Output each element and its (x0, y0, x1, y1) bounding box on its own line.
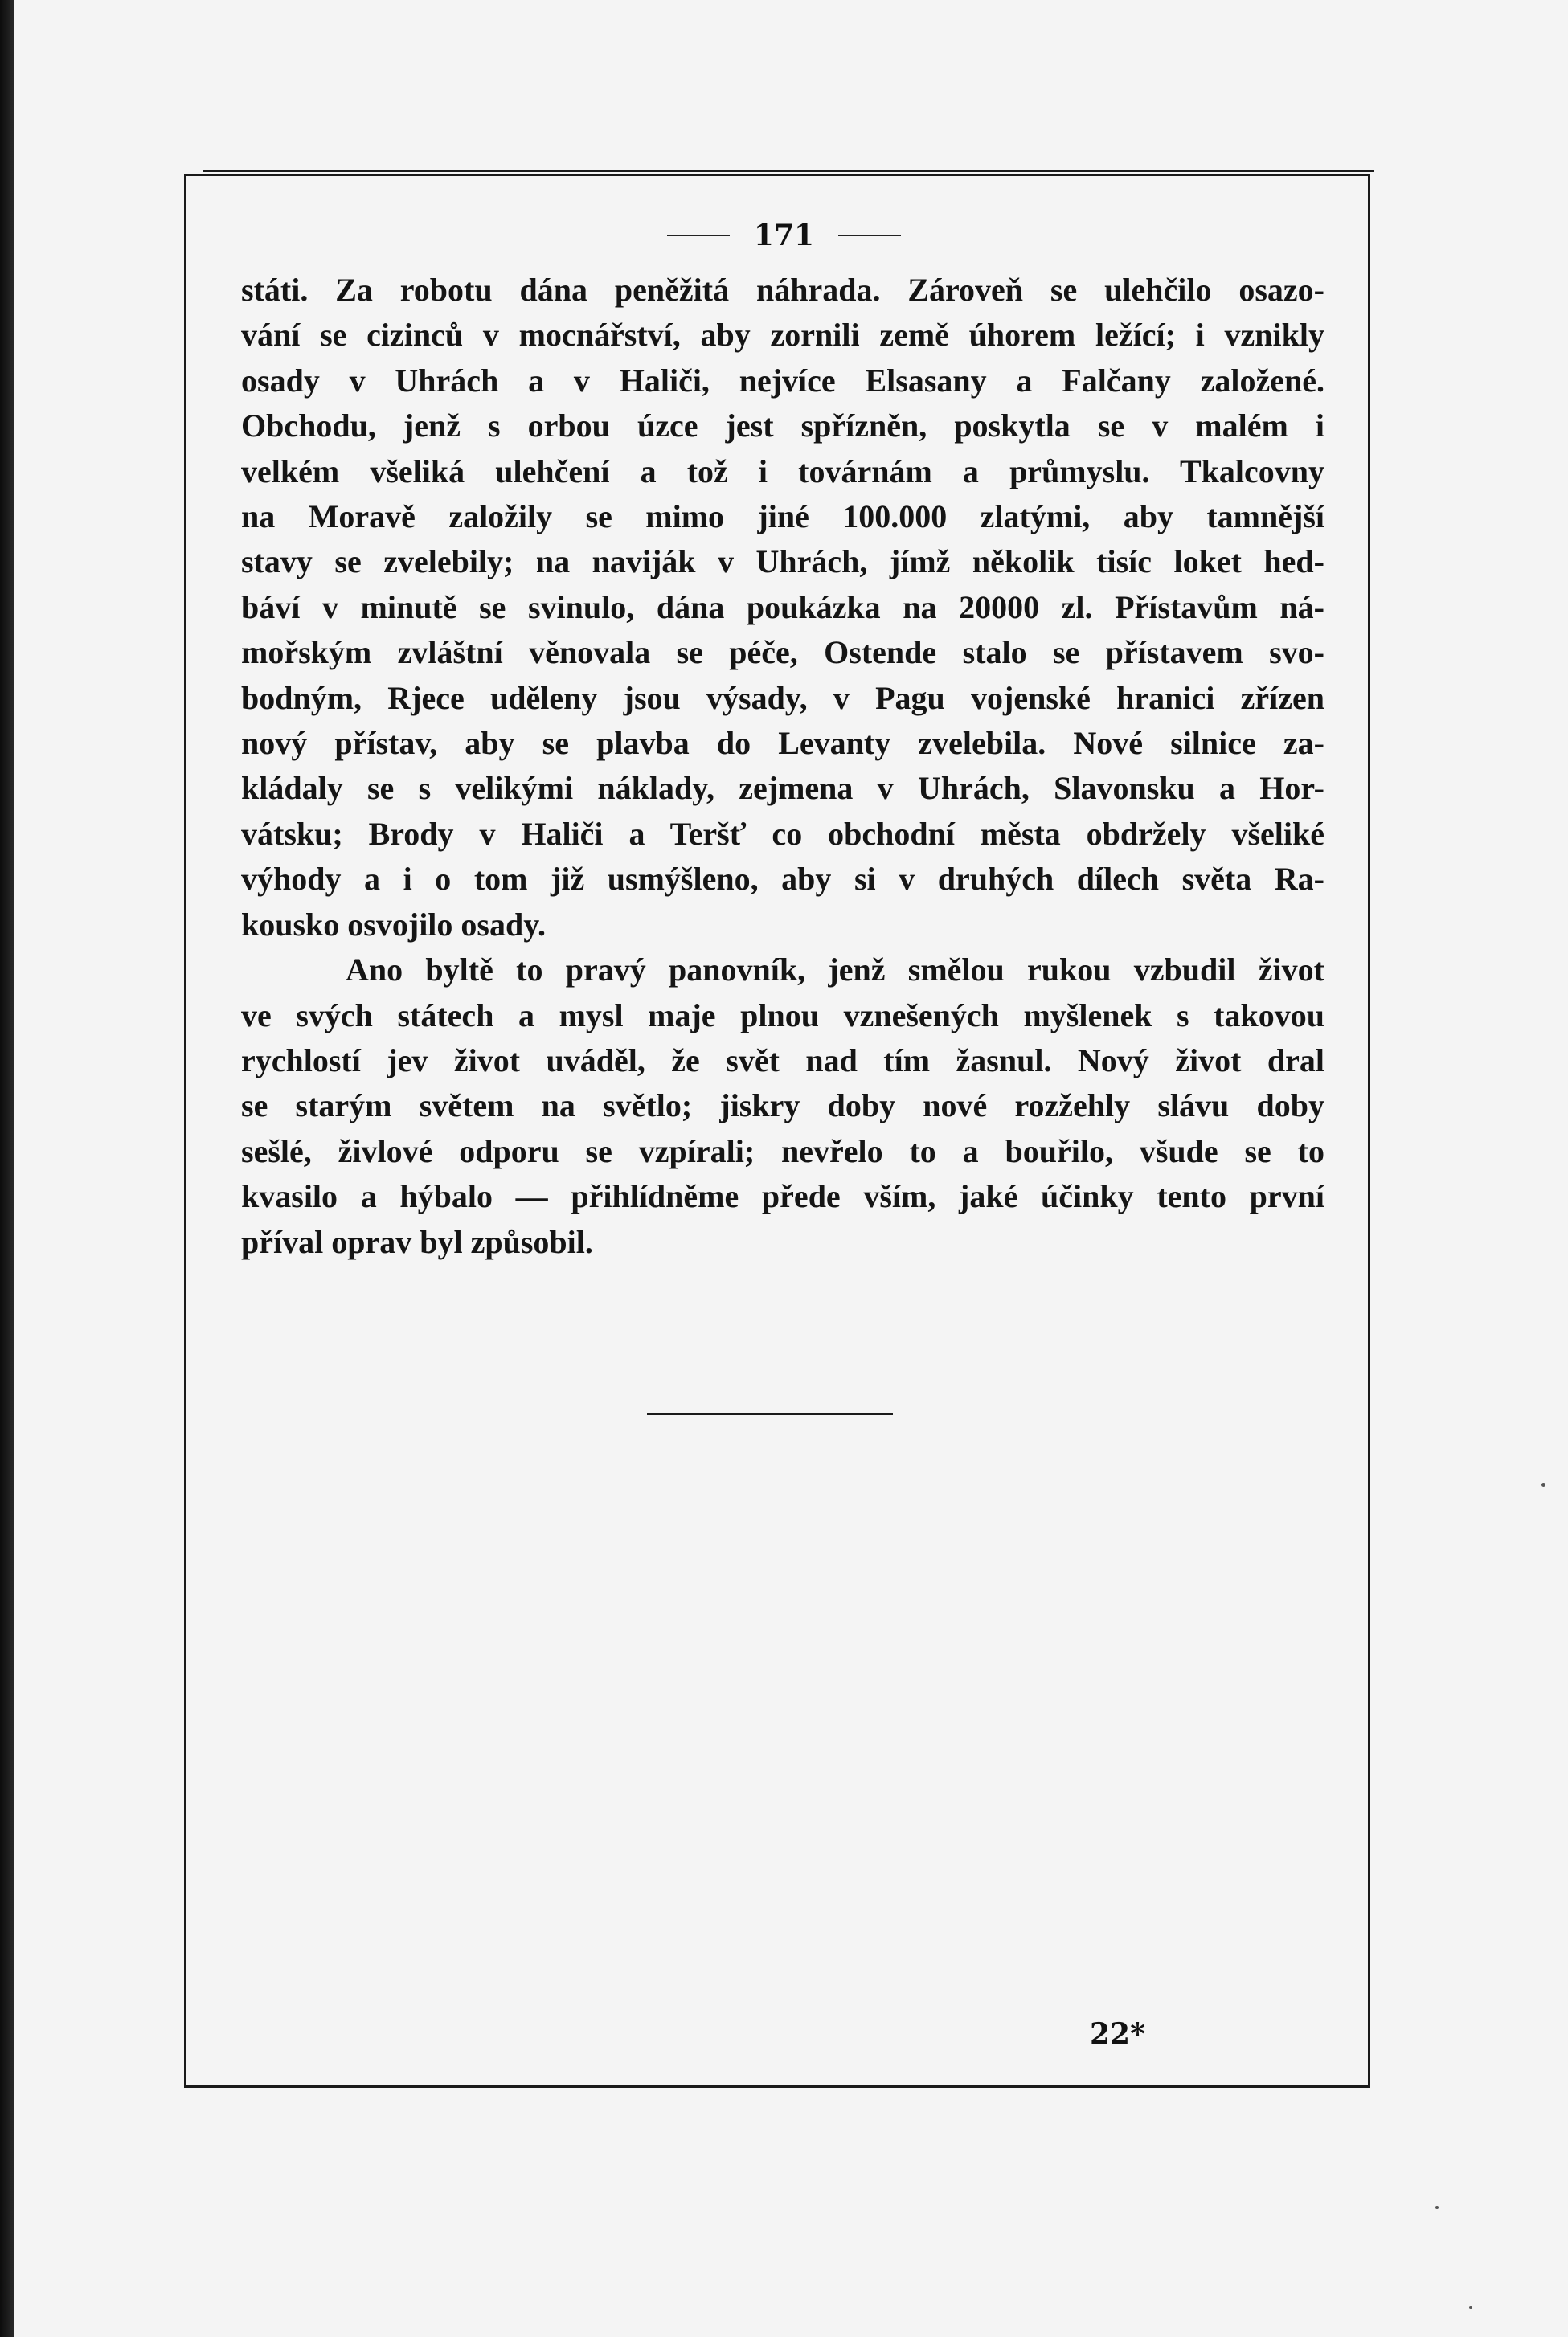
text-line: na Moravě založily se mimo jiné 100.000 zlatými, aby tamnější (241, 498, 1324, 535)
header-dash-left (667, 235, 730, 236)
text-line: báví v minutě se svinulo, dána poukázka na 20000 zl. Přístavům ná- (241, 588, 1324, 625)
text-line: rychlostí jev život uváděl, že svět nad tím žasnul. Nový život dral (241, 1042, 1324, 1078)
text-line: bodným, Rjece uděleny jsou výsady, v Pagu vojenské hranici zřízen (241, 679, 1324, 716)
text-line: mořským zvláštní věnovala se péče, Ostende stalo se přístavem svo- (241, 634, 1324, 671)
paragraph (241, 947, 1324, 1265)
body-text (241, 268, 1324, 1265)
text-line: vání se cizinců v mocnářství, aby zornili země úhorem ležící; i vznikly (241, 317, 1324, 354)
text-line: kvasilo a hýbalo — přihlídněme přede vším, jaké účinky tento první (241, 1178, 1324, 1215)
text-line: kousko osvojilo osady. (241, 906, 547, 943)
paragraph (241, 268, 1324, 947)
top-rule (203, 170, 1374, 172)
text-line: sešlé, živlové odporu se vzpírali; nevřelo to a bouřilo, všude se to (241, 1132, 1324, 1169)
section-end-rule (647, 1413, 893, 1415)
text-line: příval oprav byl způsobil. (241, 1223, 593, 1260)
scan-edge-shadow (0, 0, 14, 2337)
text-line: Ano byltě to pravý panovník, jenž smělou rukou vzbudil život (346, 952, 1324, 988)
text-line: státi. Za robotu dána peněžitá náhrada. Zároveň se ulehčilo osazo- (241, 272, 1324, 308)
text-line: osady v Uhrách a v Haliči, nejvíce Elsasany a Falčany založené. (241, 362, 1324, 399)
text-line: výhody a i o tom již usmýšleno, aby si v druhých dílech světa Ra- (241, 861, 1324, 898)
text-line: velkém všeliká ulehčení a tož i továrnám a průmyslu. Tkalcovny (241, 452, 1324, 489)
text-line: se starým světem na světlo; jiskry doby nové rozžehly slávu doby (241, 1087, 1324, 1124)
text-line: vátsku; Brody v Haliči a Teršť co obchodní města obdržely všeliké (241, 815, 1324, 852)
scan-speck (1469, 2306, 1472, 2309)
text-line: Obchodu, jenž s orbou úzce jest spřízněn, poskytla se v malém i (241, 407, 1324, 444)
text-line: ve svých státech a mysl maje plnou vznešených myšlenek s takovou (241, 997, 1324, 1033)
scan-speck (1541, 1483, 1545, 1487)
text-line: kládaly se s velikými náklady, zejmena v Uhrách, Slavonsku a Hor- (241, 770, 1324, 807)
text-line: nový přístav, aby se plavba do Levanty zvelebila. Nové silnice za- (241, 725, 1324, 762)
running-header (0, 215, 1568, 256)
header-dash-right (838, 235, 901, 236)
signature-mark: 22* (1090, 2017, 1145, 2051)
text-line: stavy se zvelebily; na naviják v Uhrách, jímž několik tisíc loket hed- (241, 543, 1324, 580)
scan-speck (1435, 2206, 1439, 2209)
page-number: 171 (753, 219, 815, 252)
